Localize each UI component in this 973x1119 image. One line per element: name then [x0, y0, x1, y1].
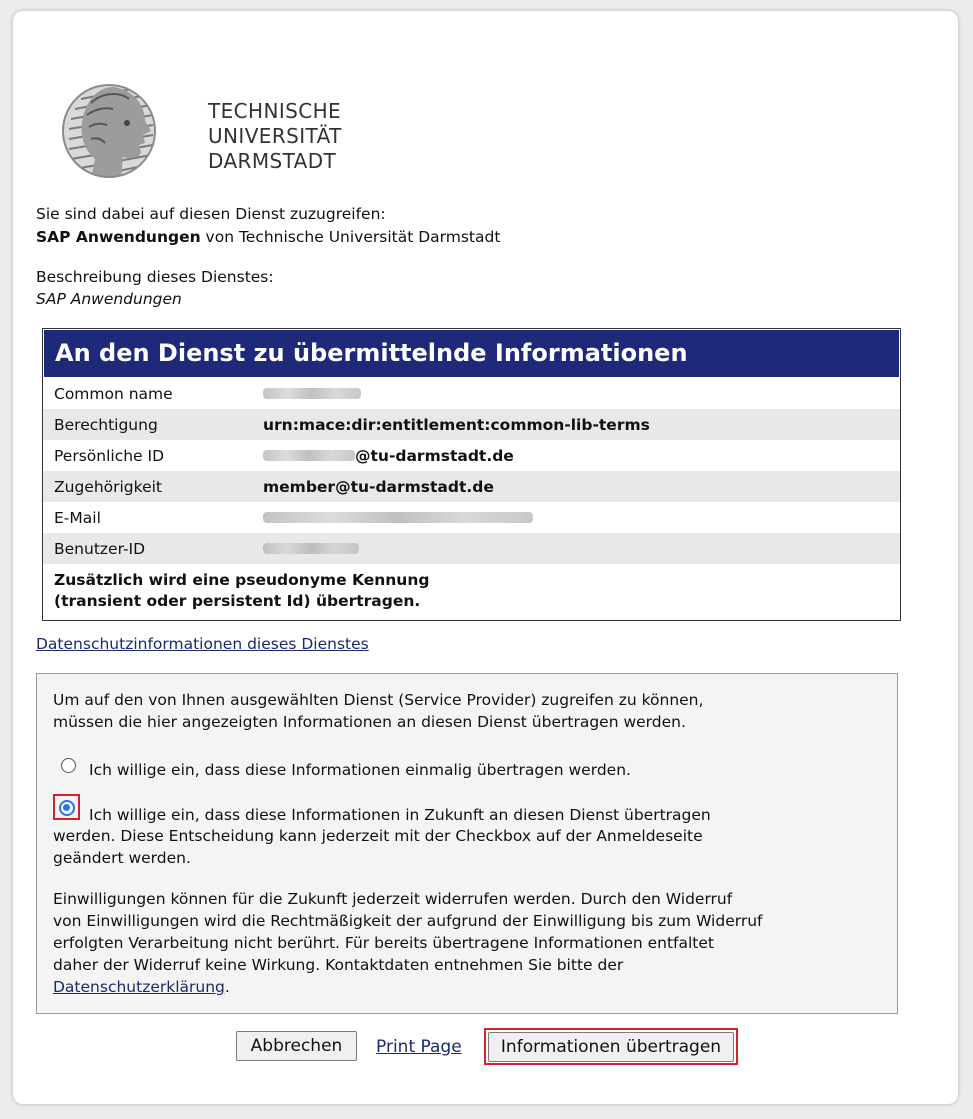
description-value: SAP Anwendungen	[36, 290, 182, 308]
print-page-link[interactable]: Print Page	[376, 1037, 462, 1057]
attribute-name: E-Mail	[54, 508, 101, 527]
athena-head-icon	[61, 79, 161, 191]
tu-darmstadt-logo	[61, 79, 342, 191]
consent-box	[36, 673, 898, 1014]
logo-line-3: DARMSTADT	[208, 149, 337, 173]
consent-intro-line-1: Um auf den von Ihnen ausgewählten Dienst (Service Provider) zugreifen zu können,	[53, 691, 704, 709]
revoke-line-5	[53, 976, 230, 998]
revoke-line-1: Einwilligungen können für die Zukunft jederzeit widerrufen werden. Durch den Widerruf	[53, 890, 733, 908]
logo-wordmark	[208, 99, 342, 174]
attribute-value	[263, 447, 514, 465]
redacted-value	[263, 543, 359, 554]
attribute-value	[263, 543, 359, 554]
attribute-row-personal-id	[43, 440, 900, 471]
revoke-line-4: daher der Widerruf keine Wirkung. Kontaktdaten entnehmen Sie bitte der	[53, 956, 624, 974]
attribute-name: Berechtigung	[54, 415, 158, 434]
redacted-value	[263, 450, 355, 461]
intro-line: Sie sind dabei auf diesen Dienst zuzugreifen:	[36, 205, 386, 223]
consent-intro-line-2: müssen die hier angezeigten Informationen an diesen Dienst übertragen werden.	[53, 713, 686, 731]
attribute-table	[42, 328, 901, 621]
pseudonym-notice: Zusätzlich wird eine pseudonyme Kennung (transient oder persistent Id) übertragen.	[54, 571, 430, 610]
description-label: Beschreibung dieses Dienstes:	[36, 268, 274, 286]
redacted-value	[263, 388, 361, 399]
attribute-name: Zugehörigkeit	[54, 477, 162, 496]
service-line	[36, 227, 500, 248]
attribute-row-entitlement	[43, 409, 900, 440]
attribute-row-common-name	[43, 378, 900, 409]
cancel-button[interactable]: Abbrechen	[236, 1031, 357, 1061]
attribute-name: Common name	[54, 384, 173, 403]
print-page-link-wrap	[376, 1037, 462, 1057]
redacted-value	[263, 512, 533, 523]
logo-line-1: TECHNISCHE	[208, 99, 342, 123]
consent-future-label-line-2[interactable]: werden. Diese Entscheidung kann jederzeit mit der Checkbox auf der Anmeldeseite	[53, 827, 703, 845]
attribute-row-affiliation	[43, 471, 900, 502]
consent-card	[13, 11, 958, 1104]
revoke-line-2: von Einwilligungen wird die Rechtmäßigkeit der aufgrund der Einwilligung bis zum Widerruf	[53, 912, 763, 930]
attribute-value: member@tu-darmstadt.de	[263, 477, 494, 496]
submit-button[interactable]: Informationen übertragen	[488, 1032, 734, 1062]
attribute-name: Benutzer-ID	[54, 539, 146, 558]
revoke-line-3: erfolgten Verarbeitung nicht berührt. Für bereits übertragene Informationen entfaltet	[53, 934, 714, 952]
attribute-value	[263, 388, 361, 399]
attribute-row-user-id	[43, 533, 900, 564]
service-provider: von Technische Universität Darmstadt	[200, 228, 501, 246]
attribute-row-email	[43, 502, 900, 533]
consent-once-label[interactable]: Ich willige ein, dass diese Informationen einmalig übertragen werden.	[89, 761, 631, 779]
consent-once-radio[interactable]	[61, 758, 76, 773]
attribute-table-header: An den Dienst zu übermittelnde Informationen	[44, 330, 899, 377]
attribute-value	[263, 512, 533, 523]
privacy-policy-link[interactable]: Datenschutzerklärung	[53, 978, 225, 996]
attribute-name: Persönliche ID	[54, 446, 165, 465]
revoke-end: .	[224, 978, 230, 996]
service-name: SAP Anwendungen	[36, 228, 201, 246]
logo-line-2: UNIVERSITÄT	[208, 124, 342, 148]
consent-future-radio[interactable]	[59, 800, 75, 816]
privacy-info-link-wrap	[36, 634, 369, 655]
privacy-info-link[interactable]: Datenschutzinformationen dieses Dienstes	[36, 635, 369, 653]
attribute-value-domain: @tu-darmstadt.de	[355, 446, 514, 465]
consent-future-label-line-1[interactable]: Ich willige ein, dass diese Informationen in Zukunft an diesen Dienst übertragen	[89, 806, 711, 824]
attribute-value: urn:mace:dir:entitlement:common-lib-terms	[263, 415, 650, 434]
consent-future-label-line-3[interactable]: geändert werden.	[53, 849, 191, 867]
